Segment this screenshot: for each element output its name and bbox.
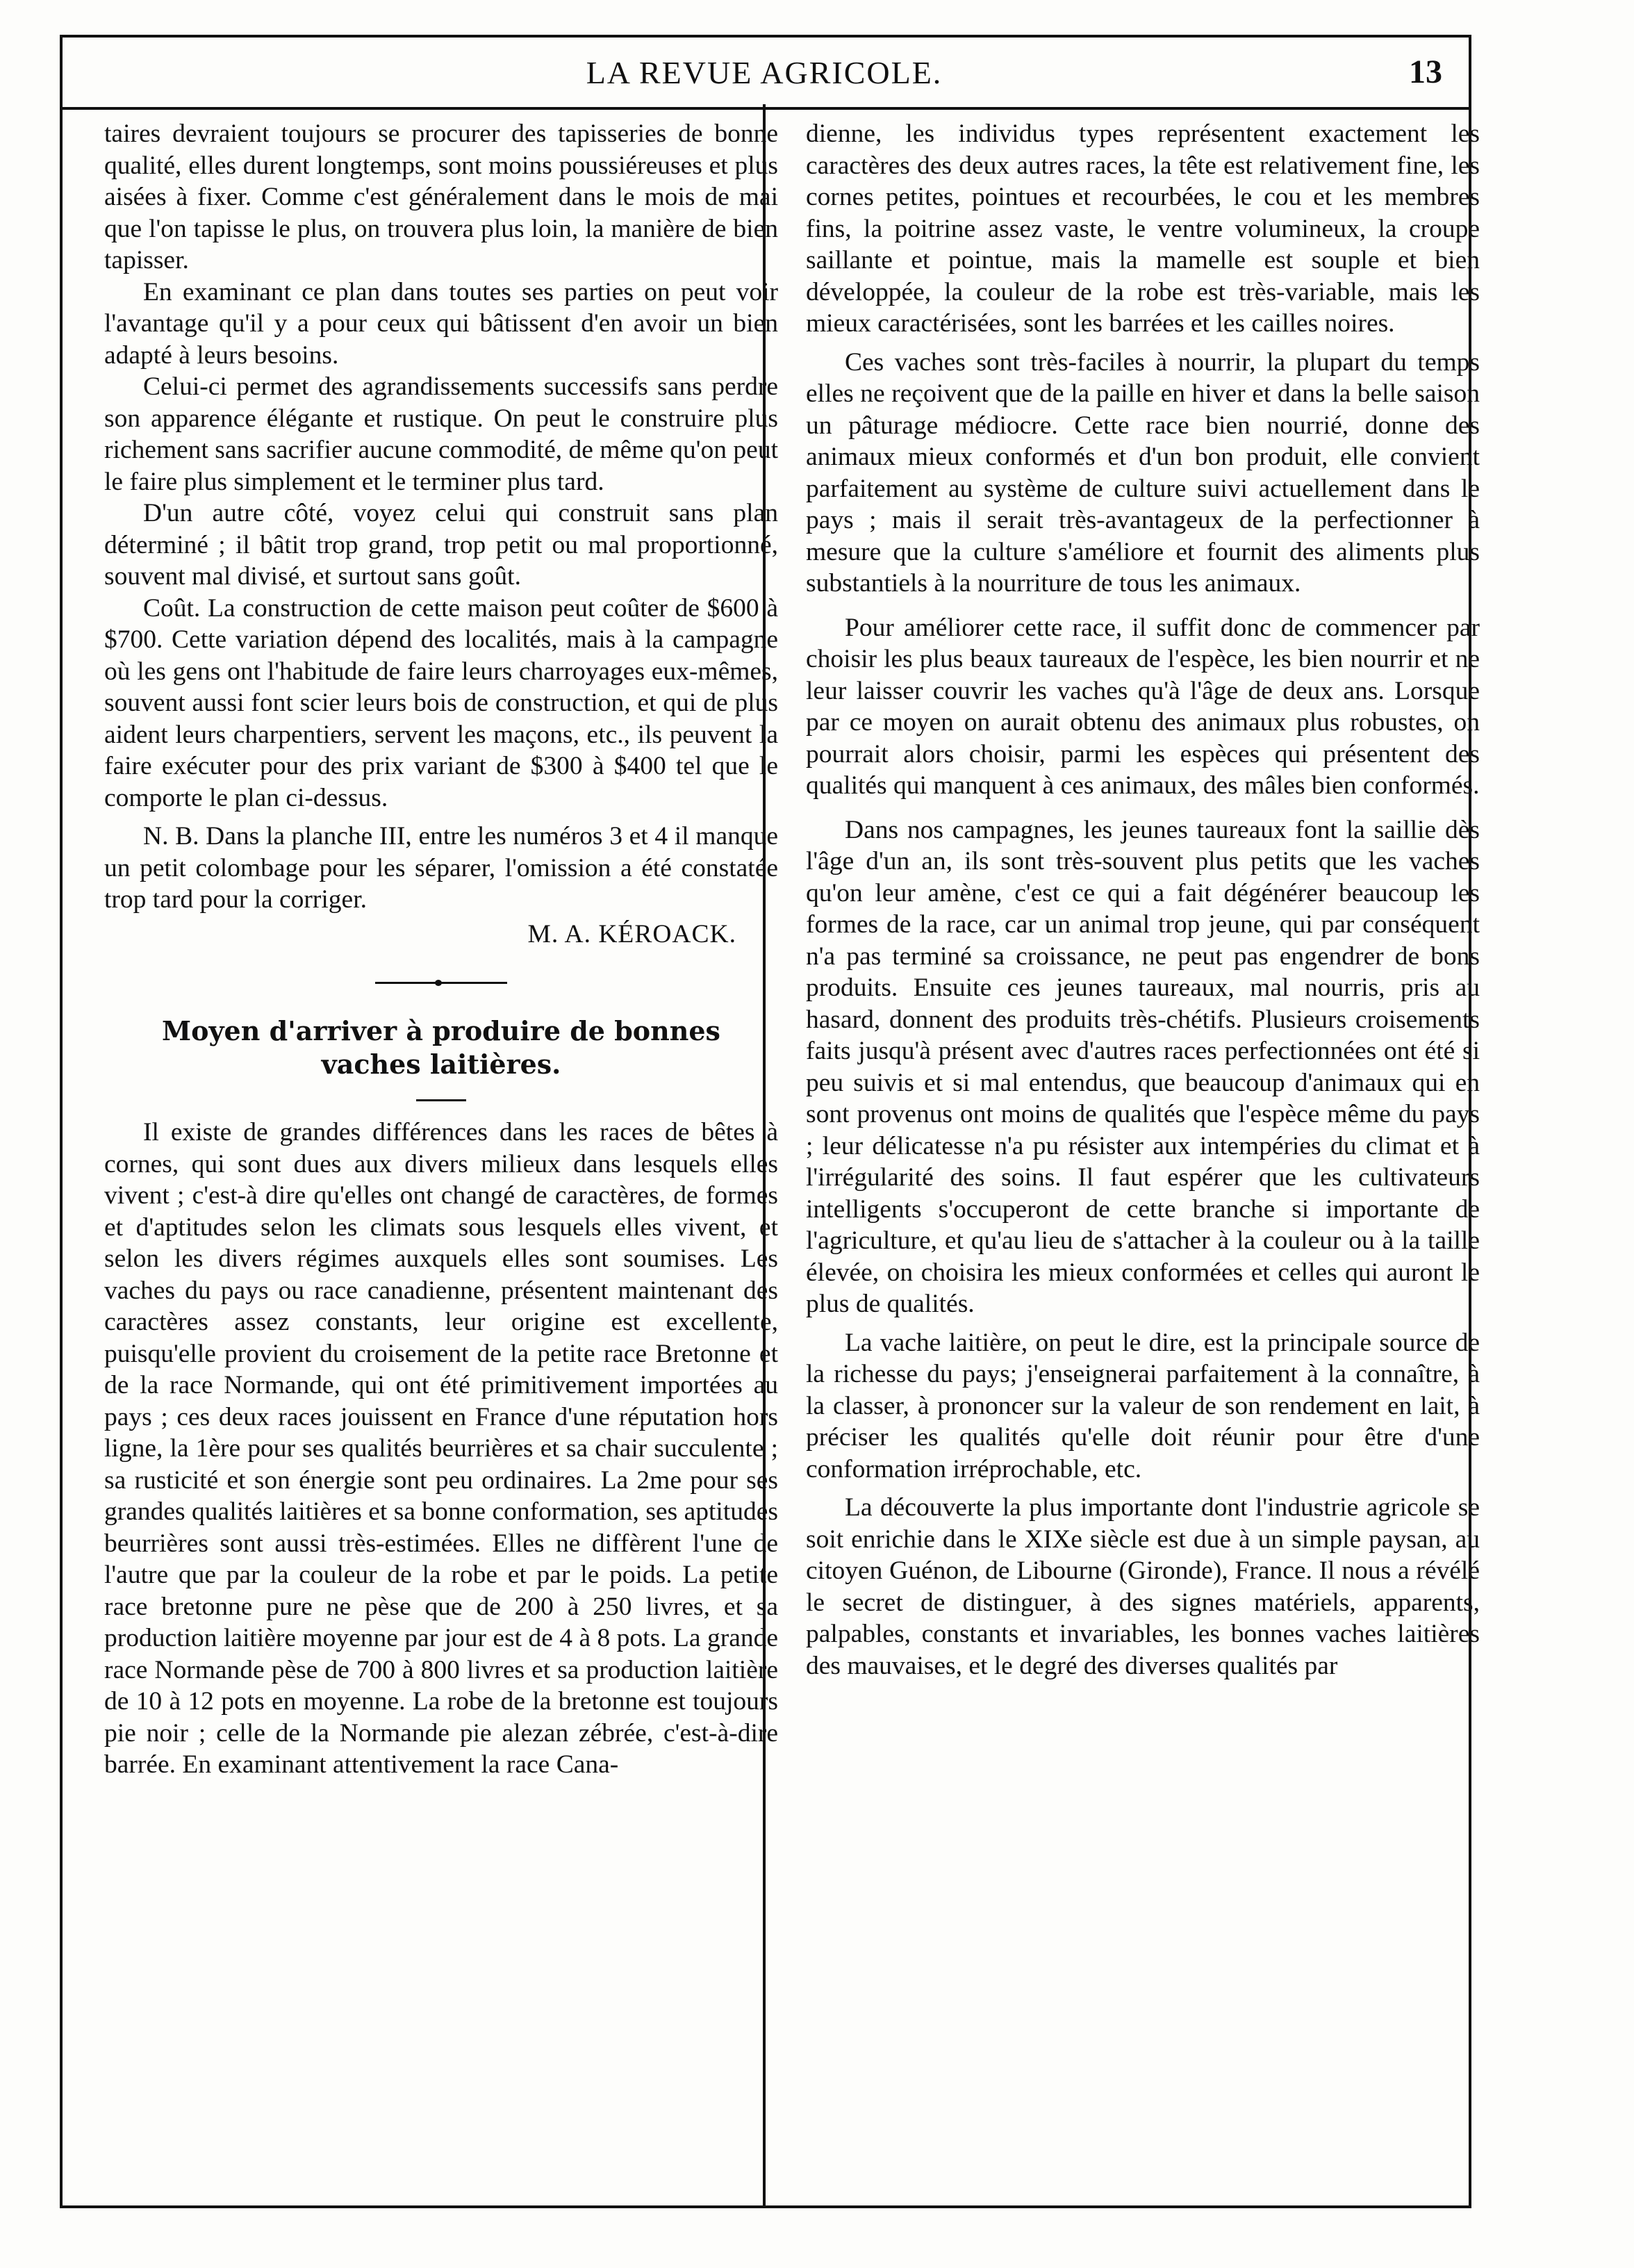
paragraph-decouverte: La découverte la plus importante dont l'industrie agricole se soit enrichie dans le XIXe siècle est due à un simple paysan, au citoyen Guénon, de Libourne (Gironde), France. Il nous a révélé le secret de distinguer, à des signes matériels, apparents, palpables, constants et invariables, les bonnes vaches laitières des mauvaises, et le degré des diverses qualités par	[806, 1493, 1480, 1680]
paragraph-race-canadienne: dienne, les individus types représentent exactement les caractères des deux autres races, la tête est relativement fine, les cornes petites, pointues et recourbées, le cou et les membres fins, la poitrine assez vaste, le ventre volumineux, la croupe saillante et pointue, mais la mamelle est souple et bien développée, la couleur de la robe est très-variable, mais les mieux caractérisées, sont les barrées et les cailles noires.	[806, 120, 1480, 338]
title-rule	[416, 1099, 466, 1101]
author-signature: M. A. KÉROACK.	[527, 919, 736, 948]
paragraph-tapisseries: taires devraient toujours se procurer des tapisseries de bonne qualité, elles durent longtemps, sont moins poussiéreuses et plus aisées à fixer. Comme c'est généralement dans le mois de mai que l'on tapisse le plus, on trouvera plus loin, la manière de bien tapisser.	[104, 120, 778, 274]
page-number: 13	[1409, 54, 1442, 90]
journal-title: LA REVUE AGRICOLE.	[586, 55, 943, 90]
left-column	[104, 118, 778, 2196]
running-header	[60, 35, 1469, 110]
paragraph-agrandissements: Celui-ci permet des agrandissements successifs sans perdre son apparence élégante et rustique. On peut le construire plus richement sans sacrifier aucune commodité, de même qu'on peut le faire plus simplement et le terminer plus tard.	[104, 372, 778, 496]
paragraph-nourrir: Ces vaches sont très-faciles à nourrir, la plupart du temps elles ne reçoivent que de la paille en hiver et dans la belle saison un pâturage médiocre. Cette race bien nourrié, donne des animaux mieux conformés et d'un bon produit, elle convient parfaitement au système de culture suivi actuellement dans le pays ; mais il serait très-avantageux de la perfectionner à mesure que la culture s'améliore et fournit des aliments plus substantiels à la nourriture de tous les animaux.	[806, 347, 1480, 598]
paragraph-vache-laitiere: La vache laitière, on peut le dire, est la principale source de la richesse du pays; j'enseignerai parfaitement à la connaître, à la classer, à prononcer sur la valeur de son rendement en lait, à préciser les qualités qu'elle doit réunir pour être d'une conformation irréprochable, etc.	[806, 1328, 1480, 1484]
paragraph-races: Il existe de grandes différences dans les races de bêtes à cornes, qui sont dues aux divers milieux dans lesquels elles vivent ; c'est-à dire qu'elles ont changé de caractères, de formes et d'aptitudes selon les climats sous lesquels elles vivent, et selon les divers régimes auxquels elles sont soumises. Les vaches du pays ou race canadienne, présentent maintenant des caractères assez constants, leur origine est excellente, puisqu'elle provient du croisement de la petite race Bretonne et de la race Normande, qui ont été primitivement importées au pays ; ces deux races jouissent en France d'une réputation hors ligne, la 1ère pour ses qualités beurrières et sa chair succulente ; sa rusticité et son énergie sont peu ordinaires. La 2me pour ses grandes qualités laitières et sa bonne conformation, ses aptitudes beurrières sont aussi très-estimées. Elles ne diffèrent l'une de l'autre que par la couleur de la robe et par le poids. La petite race bretonne pure ne pèse que de 200 à 250 livres, et sa production laitière moyenne par jour est de 4 à 8 pots. La grande race Normande pèse de 700 à 800 livres et sa production laitière de 10 à 12 pots en moyenne. La robe de la bretonne est toujours pie noir ; celle de la Normande pie alezan zébrée, c'est-à-dire barrée. En examinant attentivement la race Cana-	[104, 1118, 778, 1779]
separator-dot	[435, 980, 442, 986]
section-separator	[375, 982, 507, 984]
paragraph-sans-plan: D'un autre côté, voyez celui qui construit sans plan déterminé ; il bâtit trop grand, trop petit ou mal proportionné, souvent mal divisé, et surtout sans goût.	[104, 499, 778, 591]
paragraph-nota-bene: N. B. Dans la planche III, entre les numéros 3 et 4 il manque un petit colombage pour les séparer, l'omission a été constatée trop tard pour la corriger.	[104, 822, 778, 914]
paragraph-jeunes-taureaux: Dans nos campagnes, les jeunes taureaux font la saillie dès l'âge d'un an, ils sont très-souvent plus petits que les vaches qu'on leur amène, c'est ce qui a fait dégénérer beaucoup les formes de la race, car un animal trop jeune, qui par conséquent n'a pas terminé sa croissance, ne peut pas engendrer de bons produits. Ensuite ces jeunes taureaux, mal nourris, pris au hasard, donnent des produits très-chétifs. Plusieurs croisements faits jusqu'à présent avec d'autres races perfectionnées ont été si peu suivis et si mal entendus, que beaucoup d'animaux qui en sont provenus ont moins de qualités que l'espèce même du pays ; leur délicatesse n'a pu résister aux intempéries du climat et à l'irrégularité des soins. Il faut espérer que les cultivateurs intelligents s'occuperont de cette branche si importante de l'agriculture, et qu'au lieu de s'attacher à la couleur ou à la taille élevée, on choisira les mieux conformées et celles qui auront le plus de qualités.	[806, 815, 1480, 1318]
right-column	[806, 118, 1480, 2196]
article-title: Moyen d'arriver à produire de bonnes vaches laitières.	[162, 1015, 720, 1080]
paragraph-ameliorer: Pour améliorer cette race, il suffit donc de commencer par choisir les plus beaux taureaux de l'espèce, les bien nourrir et ne leur laisser couvrir les vaches qu'à l'âge de deux ans. Lorsque par ce moyen on aurait obtenu des animaux plus robustes, on pourrait alors choisir, parmi les espèces qui présentent des qualités qui manquent à ces animaux, des mâles bien conformés.	[806, 613, 1480, 800]
paragraph-avantage: En examinant ce plan dans toutes ses parties on peut voir l'avantage qu'il y a pour ceux qui bâtissent d'en avoir un bien adapté à leurs besoins.	[104, 277, 778, 370]
paragraph-cout: Coût. La construction de cette maison peut coûter de $600 à $700. Cette variation dépend des localités, mais à la campagne où les gens ont l'habitude de faire leurs charroyages eux-mêmes, souvent aussi font scier leurs bois de construction, et qui de plus aident leurs charpentiers, servent les maçons, etc., ils peuvent la faire exécuter pour des prix variant de $300 à $400 tel que le comporte le plan ci-dessus.	[104, 593, 778, 812]
